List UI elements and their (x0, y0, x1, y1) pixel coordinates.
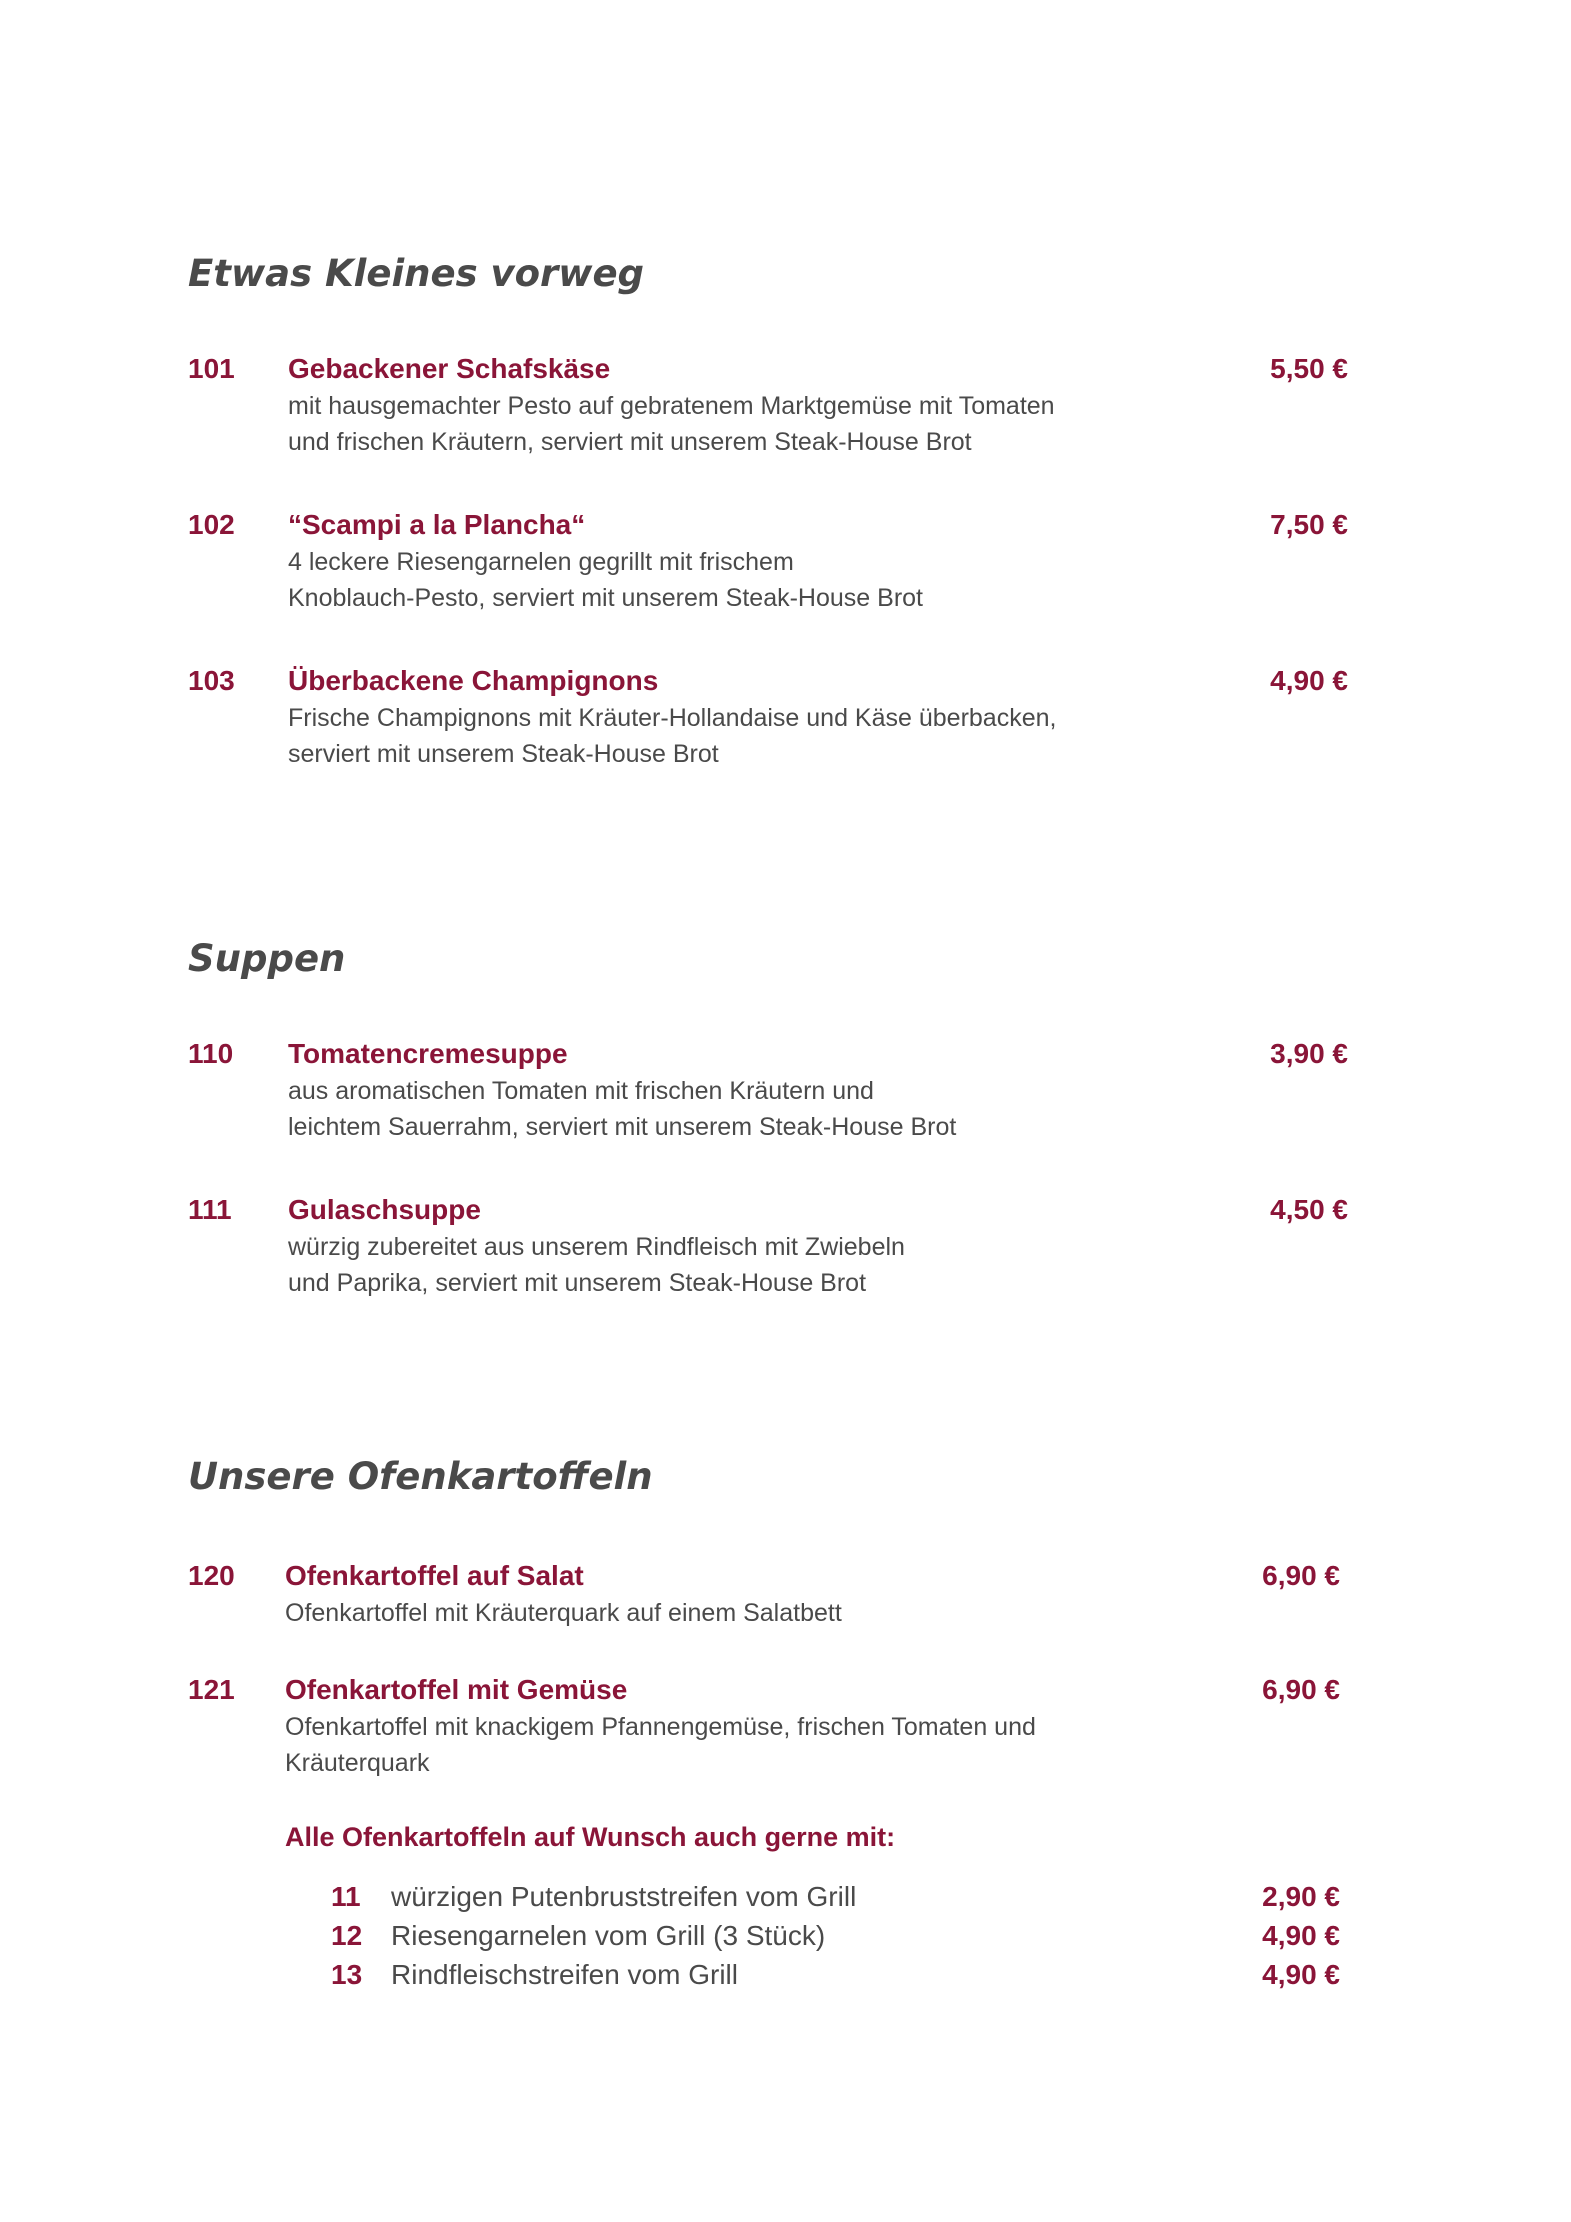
menu-item (188, 662, 1348, 772)
item-description (288, 1229, 1168, 1301)
item-price: 7,50 € (1270, 509, 1348, 540)
description-line: Ofenkartoffel mit Kräuterquark auf einem Salatbett (285, 1599, 842, 1627)
section-title: Unsere Ofenkartoffeln (188, 1455, 653, 1498)
item-price: 6,90 € (1262, 1674, 1340, 1705)
item-number: 120 (188, 1560, 235, 1591)
extras-list (188, 1877, 1348, 1994)
menu-item (188, 1035, 1348, 1145)
extra-price: 2,90 € (1262, 1881, 1340, 1912)
description-line: Frische Champignons mit Kräuter-Hollandaise und Käse überbacken, (288, 704, 1057, 732)
menu-item (188, 1191, 1348, 1301)
item-name: Ofenkartoffel mit Gemüse (285, 1674, 628, 1705)
item-description (285, 1709, 1165, 1781)
extra-name: würzigen Putenbruststreifen vom Grill (391, 1881, 857, 1912)
description-line: serviert mit unserem Steak-House Brot (288, 740, 719, 768)
description-line: leichtem Sauerrahm, serviert mit unserem Steak-House Brot (288, 1113, 957, 1141)
section-appetizers (188, 250, 1348, 818)
menu-items (188, 1557, 1348, 1781)
menu-item (188, 506, 1348, 616)
section-soups (188, 935, 1348, 1347)
extras-title: Alle Ofenkartoffeln auf Wunsch auch gerne mit: (285, 1822, 896, 1852)
item-description (288, 1073, 1168, 1145)
item-description (288, 700, 1168, 772)
item-description (288, 388, 1168, 460)
menu-item (188, 350, 1348, 460)
extra-name: Riesengarnelen vom Grill (3 Stück) (391, 1920, 826, 1951)
item-description (285, 1595, 1165, 1631)
menu-item (188, 1557, 1348, 1631)
item-number: 110 (188, 1038, 234, 1069)
description-line: und Paprika, serviert mit unserem Steak-House Brot (288, 1269, 867, 1297)
item-name: Überbackene Champignons (288, 665, 659, 696)
extra-number: 13 (331, 1959, 363, 1990)
extra-number: 12 (331, 1920, 363, 1951)
item-number: 121 (188, 1674, 235, 1705)
description-line: Ofenkartoffel mit knackigem Pfannengemüse, frischen Tomaten und (285, 1713, 1036, 1741)
item-price: 3,90 € (1270, 1038, 1348, 1069)
description-line: und frischen Kräutern, serviert mit unserem Steak-House Brot (288, 428, 972, 456)
item-price: 6,90 € (1262, 1560, 1340, 1591)
extra-price: 4,90 € (1262, 1920, 1340, 1951)
item-price: 5,50 € (1270, 353, 1348, 384)
item-price: 4,50 € (1270, 1194, 1348, 1225)
extra-item (188, 1955, 1348, 1994)
item-description (288, 544, 1168, 616)
description-line: Knoblauch-Pesto, serviert mit unserem Steak-House Brot (288, 584, 923, 612)
item-name: Gebackener Schafskäse (288, 353, 611, 384)
extra-name: Rindfleischstreifen vom Grill (391, 1959, 738, 1990)
extra-price: 4,90 € (1262, 1959, 1340, 1990)
menu-items (188, 1035, 1348, 1301)
item-number: 101 (188, 353, 235, 384)
description-line: würzig zubereitet aus unserem Rindfleisch mit Zwiebeln (288, 1233, 905, 1261)
section-title: Suppen (188, 937, 346, 980)
item-number: 111 (188, 1194, 232, 1225)
item-name: Gulaschsuppe (288, 1194, 481, 1225)
description-line: mit hausgemachter Pesto auf gebratenem Marktgemüse mit Tomaten (288, 392, 1055, 420)
description-line: 4 leckere Riesengarnelen gegrillt mit frischem (288, 548, 794, 576)
description-line: aus aromatischen Tomaten mit frischen Kräutern und (288, 1077, 874, 1105)
item-number: 102 (188, 509, 235, 540)
section-baked-potatoes (188, 1453, 1348, 1994)
item-name: Tomatencremesuppe (288, 1038, 568, 1069)
description-line: Kräuterquark (285, 1749, 430, 1777)
item-price: 4,90 € (1270, 665, 1348, 696)
extra-item (188, 1877, 1348, 1916)
section-title: Etwas Kleines vorweg (188, 252, 645, 295)
extra-item (188, 1916, 1348, 1955)
item-name: “Scampi a la Plancha“ (288, 509, 586, 540)
item-name: Ofenkartoffel auf Salat (285, 1560, 584, 1591)
item-number: 103 (188, 665, 235, 696)
menu-item (188, 1671, 1348, 1781)
extra-number: 11 (331, 1881, 361, 1912)
menu-items (188, 350, 1348, 772)
